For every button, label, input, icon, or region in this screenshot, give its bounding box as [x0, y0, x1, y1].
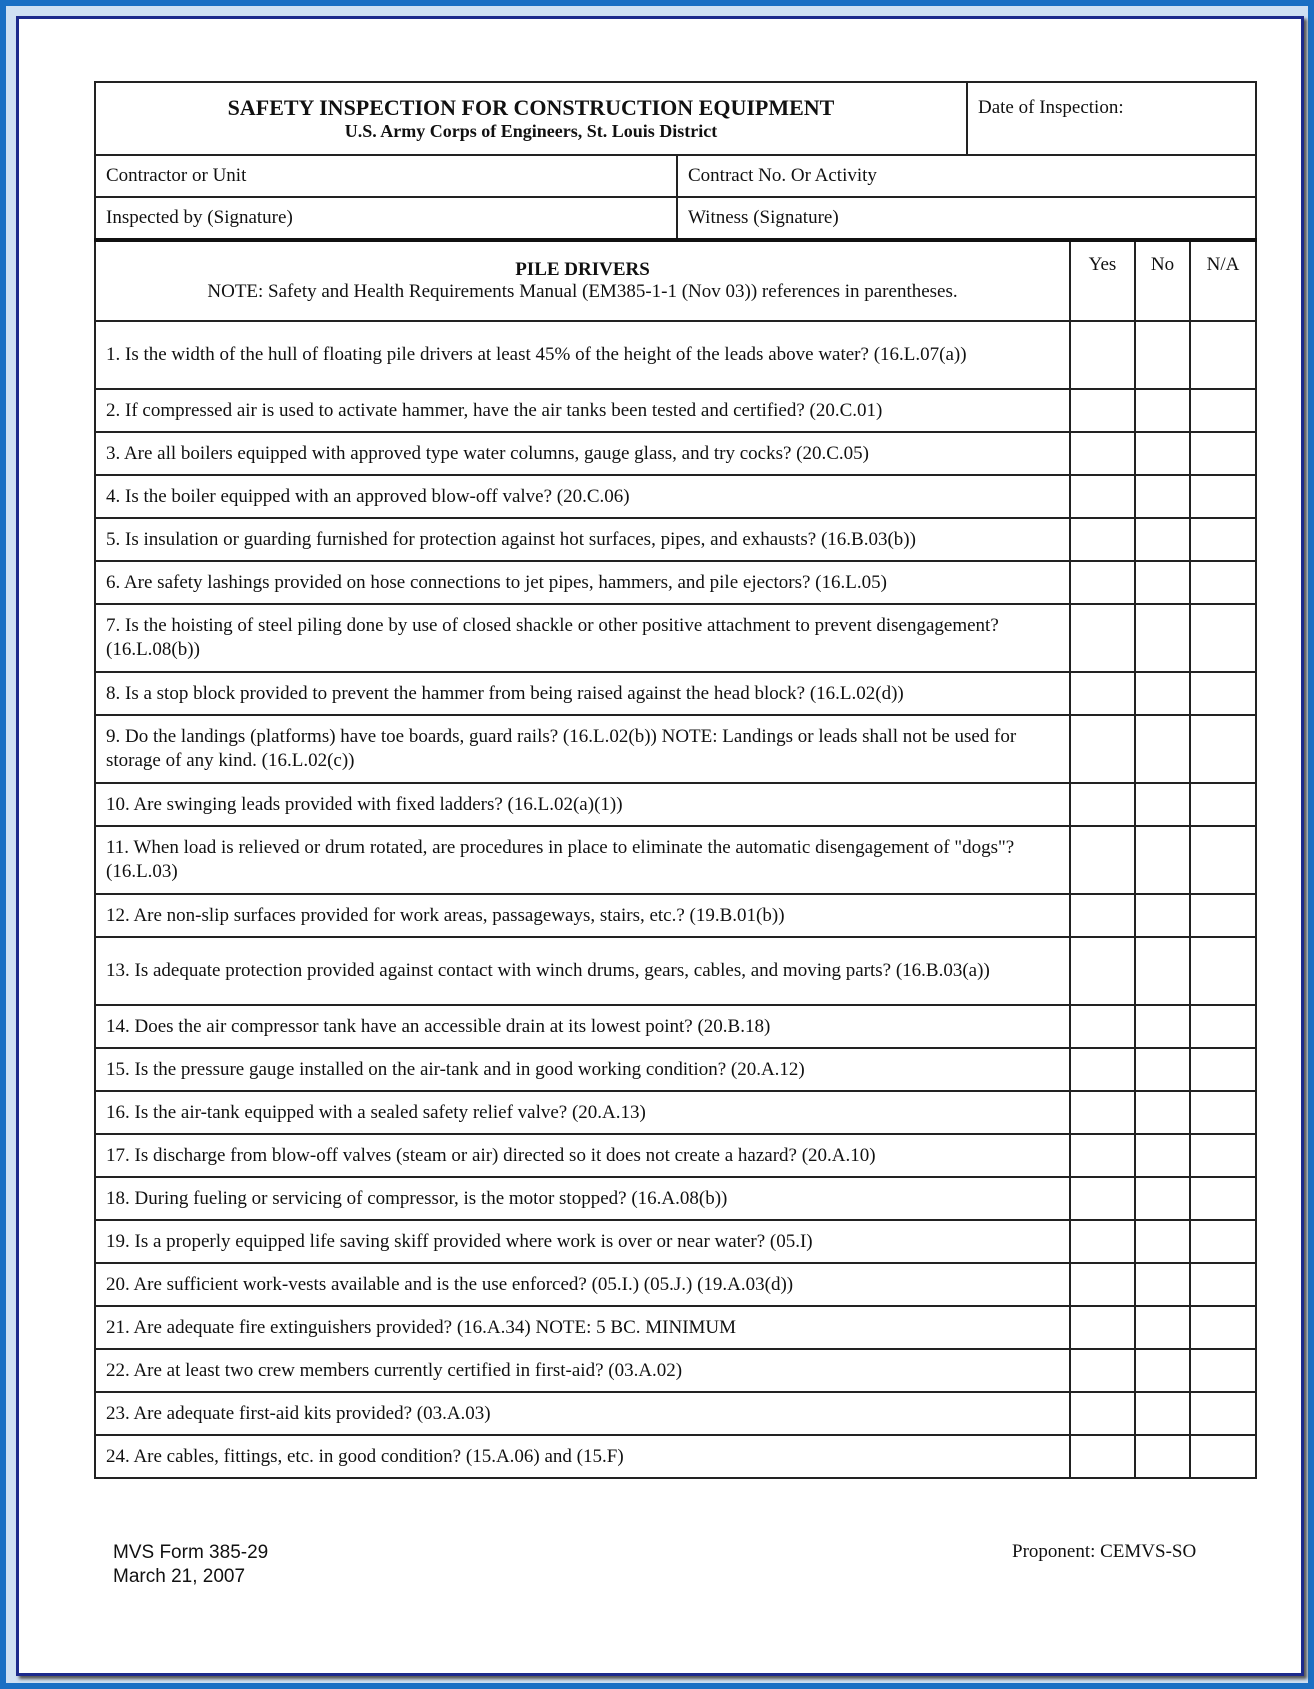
answer-no-checkbox[interactable] [1135, 1048, 1190, 1091]
table-row [95, 826, 1256, 894]
contractor-field[interactable]: Contractor or Unit [95, 155, 677, 197]
column-yes: Yes [1070, 240, 1135, 321]
answer-na-checkbox[interactable] [1190, 715, 1256, 783]
question-text: 15. Is the pressure gauge installed on the air-tank and in good working condition? (20.A.12) [95, 1048, 1070, 1091]
answer-na-checkbox[interactable] [1190, 1349, 1256, 1392]
info-table [94, 154, 1257, 240]
answer-no-checkbox[interactable] [1135, 321, 1190, 389]
table-row [95, 321, 1256, 389]
table-row [95, 604, 1256, 672]
answer-no-checkbox[interactable] [1135, 1220, 1190, 1263]
answer-yes-checkbox[interactable] [1070, 475, 1135, 518]
checklist-table [94, 238, 1257, 1479]
question-text: 7. Is the hoisting of steel piling done by use of closed shackle or other positive attachment to prevent disengagement? (16.L.08(b)) [95, 604, 1070, 672]
form-number: MVS Form 385-29 [113, 1542, 269, 1563]
question-text: 22. Are at least two crew members currently certified in first-aid? (03.A.02) [95, 1349, 1070, 1392]
question-text: 19. Is a properly equipped life saving skiff provided where work is over or near water? (05.I) [95, 1220, 1070, 1263]
question-text: 13. Is adequate protection provided against contact with winch drums, gears, cables, and moving parts? (16.B.03(a)) [95, 937, 1070, 1005]
table-row [95, 1263, 1256, 1306]
answer-yes-checkbox[interactable] [1070, 321, 1135, 389]
answer-yes-checkbox[interactable] [1070, 1134, 1135, 1177]
answer-na-checkbox[interactable] [1190, 321, 1256, 389]
answer-yes-checkbox[interactable] [1070, 672, 1135, 715]
question-text: 3. Are all boilers equipped with approved type water columns, gauge glass, and try cocks? (20.C.05) [95, 432, 1070, 475]
question-text: 23. Are adequate first-aid kits provided? (03.A.03) [95, 1392, 1070, 1435]
question-text: 14. Does the air compressor tank have an accessible drain at its lowest point? (20.B.18) [95, 1005, 1070, 1048]
title-cell [95, 82, 967, 155]
answer-no-checkbox[interactable] [1135, 1306, 1190, 1349]
table-row [95, 1392, 1256, 1435]
answer-no-checkbox[interactable] [1135, 518, 1190, 561]
form-date: March 21, 2007 [113, 1566, 246, 1587]
question-text: 9. Do the landings (platforms) have toe boards, guard rails? (16.L.02(b)) NOTE: Landings or leads shall not be used for storage of any kind. (16.L.02(c)) [95, 715, 1070, 783]
answer-na-checkbox[interactable] [1190, 1177, 1256, 1220]
answer-na-checkbox[interactable] [1190, 432, 1256, 475]
answer-no-checkbox[interactable] [1135, 894, 1190, 937]
table-row [95, 432, 1256, 475]
answer-no-checkbox[interactable] [1135, 1134, 1190, 1177]
answer-yes-checkbox[interactable] [1070, 1005, 1135, 1048]
answer-na-checkbox[interactable] [1190, 604, 1256, 672]
table-row [95, 1306, 1256, 1349]
answer-yes-checkbox[interactable] [1070, 389, 1135, 432]
table-row [95, 937, 1256, 1005]
witness-field[interactable]: Witness (Signature) [677, 197, 1256, 239]
inspection-form [94, 81, 1257, 1479]
answer-no-checkbox[interactable] [1135, 604, 1190, 672]
answer-yes-checkbox[interactable] [1070, 1177, 1135, 1220]
answer-na-checkbox[interactable] [1190, 518, 1256, 561]
question-text: 5. Is insulation or guarding furnished for protection against hot surfaces, pipes, and exhausts? (16.B.03(b)) [95, 518, 1070, 561]
question-text: 4. Is the boiler equipped with an approved blow-off valve? (20.C.06) [95, 475, 1070, 518]
answer-yes-checkbox[interactable] [1070, 1091, 1135, 1134]
answer-yes-checkbox[interactable] [1070, 937, 1135, 1005]
answer-na-checkbox[interactable] [1190, 937, 1256, 1005]
answer-na-checkbox[interactable] [1190, 1220, 1256, 1263]
document-page [16, 16, 1304, 1676]
answer-yes-checkbox[interactable] [1070, 1048, 1135, 1091]
table-row [95, 1177, 1256, 1220]
answer-na-checkbox[interactable] [1190, 561, 1256, 604]
answer-no-checkbox[interactable] [1135, 475, 1190, 518]
answer-no-checkbox[interactable] [1135, 1349, 1190, 1392]
footer-left [113, 1541, 268, 1589]
answer-na-checkbox[interactable] [1190, 826, 1256, 894]
answer-yes-checkbox[interactable] [1070, 826, 1135, 894]
header-table [94, 81, 1257, 156]
date-of-inspection-field[interactable]: Date of Inspection: [967, 82, 1256, 155]
answer-na-checkbox[interactable] [1190, 1048, 1256, 1091]
question-text: 16. Is the air-tank equipped with a sealed safety relief valve? (20.A.13) [95, 1091, 1070, 1134]
column-no: No [1135, 240, 1190, 321]
answer-no-checkbox[interactable] [1135, 1392, 1190, 1435]
section-note: NOTE: Safety and Health Requirements Manual (EM385-1-1 (Nov 03)) references in parentheses. [207, 281, 958, 302]
question-text: 17. Is discharge from blow-off valves (steam or air) directed so it does not create a hazard? (20.A.10) [95, 1134, 1070, 1177]
table-row [95, 561, 1256, 604]
table-row [95, 1134, 1256, 1177]
answer-na-checkbox[interactable] [1190, 1091, 1256, 1134]
table-row [95, 783, 1256, 826]
form-title: SAFETY INSPECTION FOR CONSTRUCTION EQUIPMENT [227, 95, 835, 120]
answer-no-checkbox[interactable] [1135, 672, 1190, 715]
table-row [95, 1091, 1256, 1134]
table-row [95, 894, 1256, 937]
table-row [95, 475, 1256, 518]
answer-yes-checkbox[interactable] [1070, 1349, 1135, 1392]
table-row [95, 518, 1256, 561]
answer-na-checkbox[interactable] [1190, 475, 1256, 518]
answer-no-checkbox[interactable] [1135, 715, 1190, 783]
answer-yes-checkbox[interactable] [1070, 1392, 1135, 1435]
table-row [95, 1005, 1256, 1048]
question-text: 2. If compressed air is used to activate hammer, have the air tanks been tested and certified? (20.C.01) [95, 389, 1070, 432]
section-title: PILE DRIVERS [515, 259, 650, 280]
contract-no-field[interactable]: Contract No. Or Activity [677, 155, 1256, 197]
section-header [95, 240, 1070, 321]
answer-na-checkbox[interactable] [1190, 1306, 1256, 1349]
question-text: 6. Are safety lashings provided on hose connections to jet pipes, hammers, and pile ejectors? (16.L.05) [95, 561, 1070, 604]
table-row [95, 715, 1256, 783]
answer-no-checkbox[interactable] [1135, 1435, 1190, 1478]
question-text: 21. Are adequate fire extinguishers provided? (16.A.34) NOTE: 5 BC. MINIMUM [95, 1306, 1070, 1349]
answer-no-checkbox[interactable] [1135, 1005, 1190, 1048]
answer-yes-checkbox[interactable] [1070, 518, 1135, 561]
question-text: 1. Is the width of the hull of floating pile drivers at least 45% of the height of the leads above water? (16.L.07(a)) [95, 321, 1070, 389]
answer-yes-checkbox[interactable] [1070, 1263, 1135, 1306]
answer-na-checkbox[interactable] [1190, 894, 1256, 937]
answer-na-checkbox[interactable] [1190, 1263, 1256, 1306]
answer-na-checkbox[interactable] [1190, 1392, 1256, 1435]
answer-yes-checkbox[interactable] [1070, 1306, 1135, 1349]
question-text: 10. Are swinging leads provided with fixed ladders? (16.L.02(a)(1)) [95, 783, 1070, 826]
proponent: Proponent: CEMVS-SO [1012, 1541, 1197, 1562]
table-row [95, 1048, 1256, 1091]
answer-yes-checkbox[interactable] [1070, 715, 1135, 783]
answer-no-checkbox[interactable] [1135, 783, 1190, 826]
answer-no-checkbox[interactable] [1135, 937, 1190, 1005]
question-text: 18. During fueling or servicing of compressor, is the motor stopped? (16.A.08(b)) [95, 1177, 1070, 1220]
answer-no-checkbox[interactable] [1135, 432, 1190, 475]
answer-no-checkbox[interactable] [1135, 826, 1190, 894]
answer-yes-checkbox[interactable] [1070, 604, 1135, 672]
answer-na-checkbox[interactable] [1190, 1134, 1256, 1177]
question-text: 24. Are cables, fittings, etc. in good condition? (15.A.06) and (15.F) [95, 1435, 1070, 1478]
column-na: N/A [1190, 240, 1256, 321]
answer-no-checkbox[interactable] [1135, 1091, 1190, 1134]
answer-yes-checkbox[interactable] [1070, 1220, 1135, 1263]
table-row [95, 672, 1256, 715]
answer-na-checkbox[interactable] [1190, 389, 1256, 432]
inspected-by-field[interactable]: Inspected by (Signature) [95, 197, 677, 239]
answer-yes-checkbox[interactable] [1070, 561, 1135, 604]
answer-no-checkbox[interactable] [1135, 1177, 1190, 1220]
answer-na-checkbox[interactable] [1190, 783, 1256, 826]
answer-na-checkbox[interactable] [1190, 672, 1256, 715]
table-row [95, 1435, 1256, 1478]
question-text: 11. When load is relieved or drum rotated, are procedures in place to eliminate the automatic disengagement of "dogs"? (16.L.03) [95, 826, 1070, 894]
answer-yes-checkbox[interactable] [1070, 432, 1135, 475]
answer-yes-checkbox[interactable] [1070, 1435, 1135, 1478]
answer-na-checkbox[interactable] [1190, 1005, 1256, 1048]
question-text: 12. Are non-slip surfaces provided for work areas, passageways, stairs, etc.? (19.B.01(b)) [95, 894, 1070, 937]
answer-no-checkbox[interactable] [1135, 561, 1190, 604]
answer-yes-checkbox[interactable] [1070, 894, 1135, 937]
table-row [95, 1349, 1256, 1392]
answer-no-checkbox[interactable] [1135, 1263, 1190, 1306]
form-subtitle: U.S. Army Corps of Engineers, St. Louis District [344, 121, 718, 141]
answer-no-checkbox[interactable] [1135, 389, 1190, 432]
table-row [95, 1220, 1256, 1263]
question-text: 20. Are sufficient work-vests available and is the use enforced? (05.I.) (05.J.) (19.A.03(d)) [95, 1263, 1070, 1306]
question-text: 8. Is a stop block provided to prevent the hammer from being raised against the head block? (16.L.02(d)) [95, 672, 1070, 715]
answer-na-checkbox[interactable] [1190, 1435, 1256, 1478]
answer-yes-checkbox[interactable] [1070, 783, 1135, 826]
table-row [95, 389, 1256, 432]
